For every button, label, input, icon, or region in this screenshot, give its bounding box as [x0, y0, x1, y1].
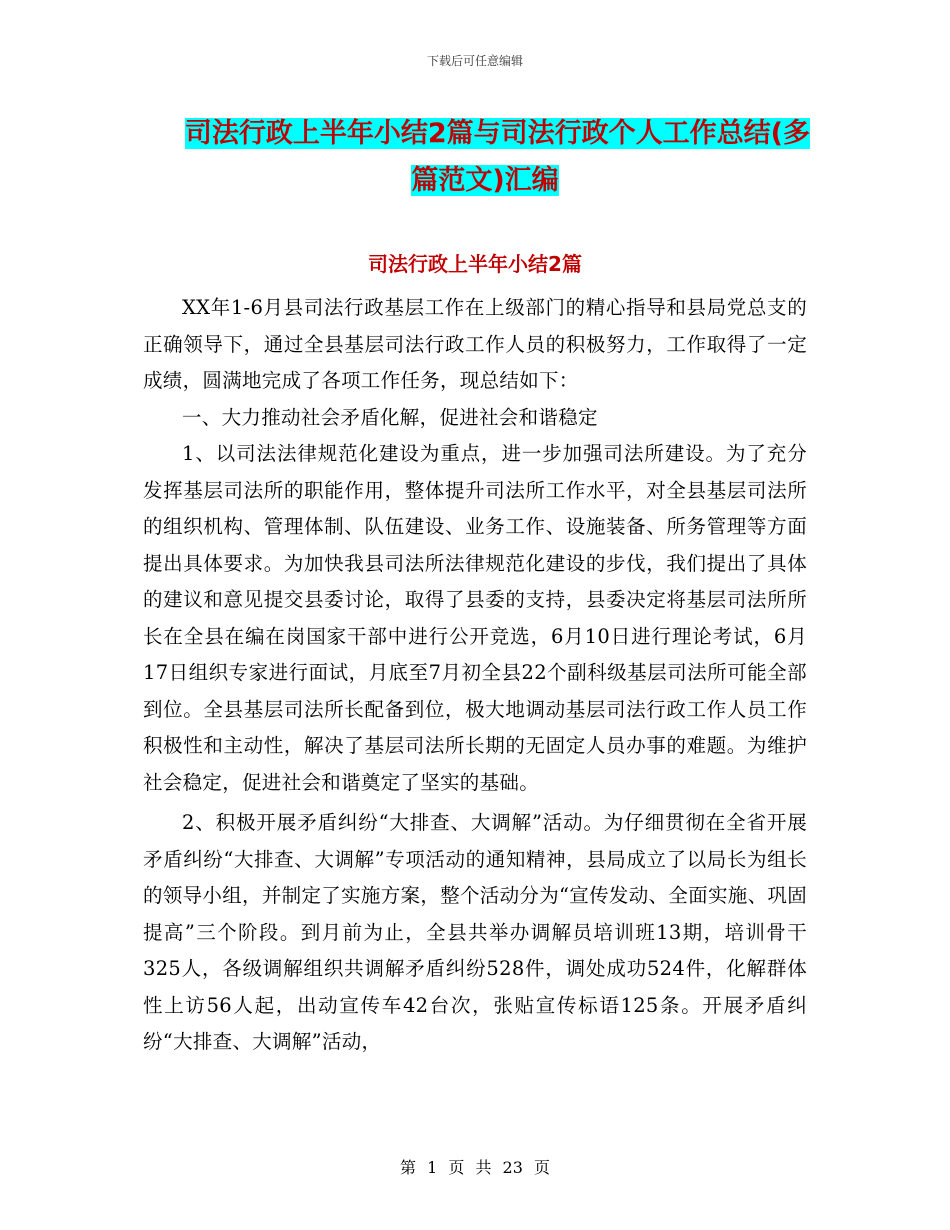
paragraph-intro: XX年1-6月县司法行政基层工作在上级部门的精心指导和县局党总支的正确领导下，通过全县基层司法行政工作人员的积极努力，工作取得了一定成绩，圆满地完成了各项工作任务，现总结如下： [143, 296, 807, 392]
title-line-1-text: 司法行政上半年小结2篇与司法行政个人工作总结(多 [184, 118, 810, 149]
document-title [160, 110, 810, 204]
document-body [143, 290, 807, 1061]
paragraph-heading-1: 一、大力推动社会矛盾化解，促进社会和谐稳定 [182, 405, 598, 429]
paragraph-item-2: 2、积极开展矛盾纠纷“大排查、大调解”活动。为仔细贯彻在全省开展矛盾纠纷“大排查、大调解”专项活动的通知精神，县局成立了以局长为组长的领导小组，并制定了实施方案，整个活动分为“宣传发动、全面实施、巩固提高”三个阶段。到月前为止，全县共举办调解员培训班13期，培训骨干325人，各级调解组织共调解矛盾纠纷528件，调处成功524件，化解群体性上访56人起，出动宣传车42台次，张贴宣传标语125条。开展矛盾纠纷“大排查、大调解”活动， [143, 811, 807, 1053]
section-title: 司法行政上半年小结2篇 [368, 252, 582, 276]
title-line-2-text: 篇范文)汇编 [411, 165, 559, 196]
page-footer: 第 1 页 共 23 页 [400, 1158, 550, 1177]
title-line-2 [160, 157, 810, 204]
paragraph-item-1: 1、以司法法律规范化建设为重点，进一步加强司法所建设。为了充分发挥基层司法所的职能作用，整体提升司法所工作水平，对全县基层司法所的组织机构、管理体制、队伍建设、业务工作、设施装备、所务管理等方面提出具体要求。为加快我县司法所法律规范化建设的步伐，我们提出了具体的建议和意见提交县委讨论，取得了县委的支持，县委决定将基层司法所所长在全县在编在岗国家干部中进行公开竞选，6月10日进行理论考试，6月17日组织专家进行面试，月底至7月初全县22个副科级基层司法所可能全部到位。全县基层司法所长配备到位，极大地调动基层司法行政工作人员工作积极性和主动性，解决了基层司法所长期的无固定人员办事的难题。为维护社会稳定，促进社会和谐奠定了坚实的基础。 [143, 442, 807, 794]
title-line-1 [160, 110, 810, 157]
header-note: 下载后可任意编辑 [426, 54, 523, 68]
